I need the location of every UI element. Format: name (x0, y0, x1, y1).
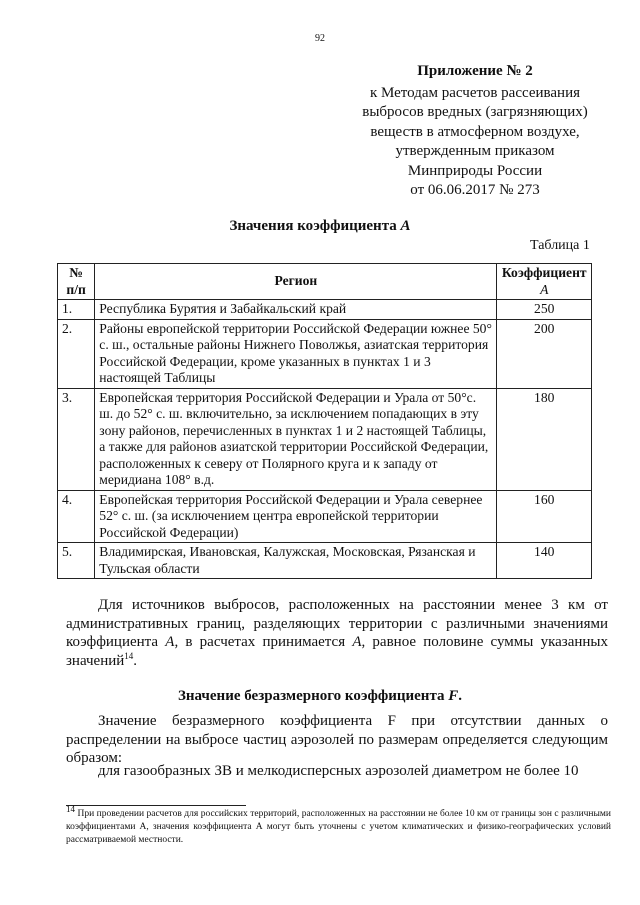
table-row (58, 388, 592, 490)
para1-var1: A (165, 634, 175, 650)
row-value: 180 (497, 388, 592, 490)
table-row (58, 300, 592, 320)
footnote-divider (66, 805, 246, 806)
row-num: 1. (58, 300, 95, 320)
table-row (58, 543, 592, 579)
para1-part1: Для источников выбросов, расположенных на расстоянии менее 3 км от административных границ, разделяющих территории с различными значениями коэффициента (66, 597, 608, 650)
para1-part4: . (133, 652, 138, 669)
appendix-header (360, 62, 590, 201)
row-value: 160 (497, 490, 592, 543)
title2-text: Значение безразмерного коэффициента (177, 688, 449, 704)
header-coef-var: A (540, 281, 549, 297)
title2-tail: . (458, 688, 463, 704)
paragraph-boundary-sources (66, 596, 608, 670)
section-title (0, 218, 640, 235)
header-coef-label: Коэффициент (501, 265, 587, 280)
title2-var: F (448, 688, 459, 704)
table-label: Таблица 1 (530, 238, 590, 253)
coefficient-table (57, 263, 592, 579)
table-row (58, 319, 592, 388)
row-num: 2. (58, 319, 95, 388)
section-title-f (0, 688, 640, 705)
table-header-row (58, 264, 592, 300)
para1-part3: , равное половине суммы указанных значений (66, 634, 609, 669)
footnote (66, 803, 611, 847)
header-coef (497, 264, 592, 300)
para1-var2: A (352, 634, 362, 650)
row-value: 140 (497, 543, 592, 579)
paragraph-gaseous: для газообразных ЗВ и мелкодисперсных аэрозолей диаметром не более 10 (98, 763, 579, 779)
row-region: Республика Бурятия и Забайкальский край (95, 300, 497, 320)
row-num: 3. (58, 388, 95, 490)
header-region: Регион (95, 264, 497, 300)
paragraph-f-definition: Значение безразмерного коэффициента F при отсутствии данных о распределении на выбросе частиц аэрозолей по размерам определяется следующим образом: (66, 713, 608, 766)
row-num: 4. (58, 490, 95, 543)
para1-part2: , в расчетах принимается (174, 634, 353, 650)
appendix-title: Приложение № 2 (417, 63, 533, 79)
section-title-var: A (400, 218, 411, 234)
footnote-number: 14 (66, 803, 75, 814)
row-region: Районы европейской территории Российской Федерации южнее 50° с. ш., остальные районы Нижнего Поволжья, азиатская территория Российской Федерации, кроме указанных в пунктах 1 и 3 настоящей Таблицы (95, 319, 497, 388)
appendix-line: утвержденным приказом (395, 143, 555, 159)
appendix-line: веществ в атмосферном воздухе, (370, 123, 580, 140)
appendix-line: к Методам расчетов рассеивания (369, 84, 581, 101)
row-region: Владимирская, Ивановская, Калужская, Московская, Рязанская и Тульская области (95, 543, 497, 579)
table-row (58, 490, 592, 543)
footnote-text: При проведении расчетов для российских территорий, расположенных на расстоянии не более 10 км от границы зон с различными коэффициентами А, значения коэффициента А могут быть уточнены с учетом климатических и физико-географических условий рассматриваемой местности. (66, 809, 611, 845)
section-title-text: Значения коэффициента (229, 218, 401, 234)
row-num: 5. (58, 543, 95, 579)
row-region: Европейская территория Российской Федерации и Урала севернее 52° с. ш. (за исключением центра европейской территории Российской Федерации) (95, 490, 497, 543)
row-region: Европейская территория Российской Федерации и Урала от 50°с. ш. до 52° с. ш. включительно, за исключением попадающих в эту зону районов, перечисленных в пунктах 1 и 2 настоящей Таблицы, а также для районов азиатской территории Российской Федерации, расположенных к северу от Полярного круга и к западу от меридиана 108° в.д. (95, 388, 497, 490)
header-num: № п/п (58, 264, 95, 300)
row-value: 200 (497, 319, 592, 388)
appendix-line: выбросов вредных (загрязняющих) (362, 104, 588, 120)
page-number: 92 (315, 33, 325, 44)
footnote-ref: 14 (124, 650, 134, 661)
appendix-line: от 06.06.2017 № 273 (410, 182, 540, 198)
row-value: 250 (497, 300, 592, 320)
appendix-line: Минприроды России (407, 162, 543, 179)
